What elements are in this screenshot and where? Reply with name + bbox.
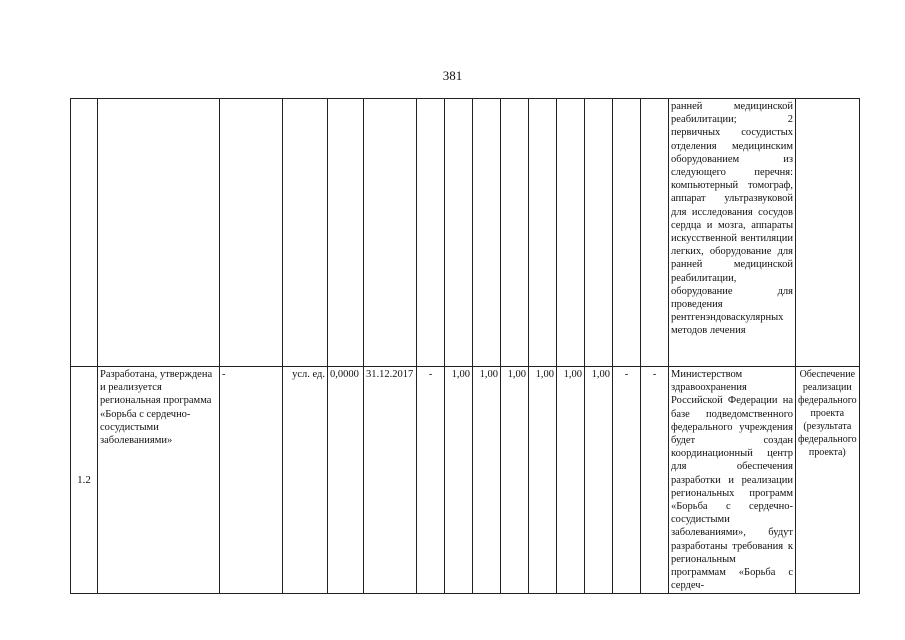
row-base-dash: -	[220, 367, 283, 594]
cell-description: ранней медицинской реабилитации; 2 первичных сосудистых отделения медицинским оборудованием из следующего перечня: компьютерный томограф, аппарат ультразвуковой для исследования сосудов сердца и мозга, аппараты искусственной вентиляции легких, оборудование для ранней медицинской реабилитации, оборудование для проведения рентгенэндоваскулярных методов лечения	[669, 99, 796, 367]
cell-base-value	[328, 99, 364, 367]
row-period-dash: -	[417, 367, 445, 594]
row-dash-b: -	[641, 367, 669, 594]
row-base-value: 0,0000	[328, 367, 364, 594]
cell-year-2	[473, 99, 501, 367]
cell-name	[98, 99, 220, 367]
cell-period	[417, 99, 445, 367]
cell-unit	[283, 99, 328, 367]
cell-extra-a	[613, 99, 641, 367]
cell-year-5	[557, 99, 585, 367]
table-row-continuation	[71, 99, 860, 367]
row-value-2: 1,00	[473, 367, 501, 594]
row-unit: усл. ед.	[283, 367, 328, 594]
cell-base	[220, 99, 283, 367]
cell-year-3	[501, 99, 529, 367]
row-characteristic: Обеспечение реализации федерального проекта (результата федерального проекта)	[796, 367, 860, 594]
row-name: Разработана, утверждена и реализуется региональная программа «Борьба с сердечно-сосудистыми заболеваниями»	[98, 367, 220, 594]
row-dash-a: -	[613, 367, 641, 594]
row-base-date: 31.12.2017	[364, 367, 417, 594]
cell-characteristic	[796, 99, 860, 367]
row-value-6: 1,00	[585, 367, 613, 594]
table-row-1-2	[71, 367, 860, 594]
page-number: 381	[442, 68, 463, 83]
row-number: 1.2	[71, 367, 98, 594]
cell-year-4	[529, 99, 557, 367]
cell-number	[71, 99, 98, 367]
indicator-table	[70, 98, 860, 594]
cell-year-6	[585, 99, 613, 367]
cell-base-date	[364, 99, 417, 367]
row-value-4: 1,00	[529, 367, 557, 594]
row-value-3: 1,00	[501, 367, 529, 594]
cell-extra-b	[641, 99, 669, 367]
row-value-1: 1,00	[445, 367, 473, 594]
row-description: Министерством здравоохранения Российской Федерации на базе подведомственного федерального учреждения будет создан координационный центр для обеспечения разработки и реализации региональных программ «Борьба с сердечно-сосудистыми заболеваниями», будут разработаны требования к региональным программам «Борьба с сердеч-	[669, 367, 796, 594]
row-value-5: 1,00	[557, 367, 585, 594]
cell-year-1	[445, 99, 473, 367]
